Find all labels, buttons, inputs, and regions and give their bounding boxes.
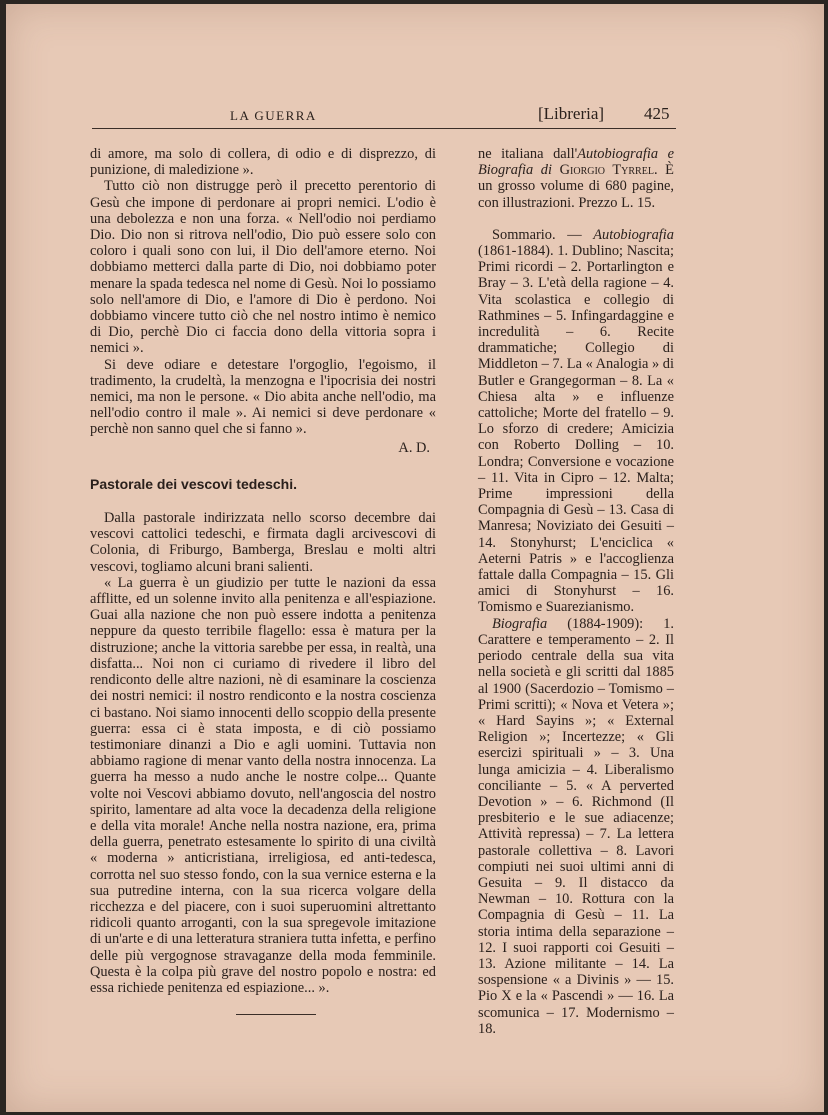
paragraph: Si deve odiare e detestare l'orgoglio, l'egoismo, il tradimento, la crudeltà, la menzogna e l'ipocrisia dei nostri nemici, ma non le persone. « Dio abita anche nell'odio, ma nell'odio contro il male ». Ai nemici si deve perdonare « perchè non sanno quel che si fanno ». <box>90 356 436 438</box>
autobiography-contents: (1861-1884). 1. Dublino; Nascita; Primi ricordi – 2. Portarlington e Bray – 3. L'età della ragione – 4. Vita scolastica e collegio di Rathmines – 5. Infingardaggine e incredulità – 6. Recite drammatiche; Collegio di Middleton – 7. La « Analogia » di Butler e Grangegorman – 8. La « Chiesa alta » e influenze cattoliche; Morte del fratello – 9. Lo sforzo di credere; Amicizia con Roberto Dolling – 10. Londra; Conversione e vocazione – 11. Vita in Cipro – 12. Malta; Prime impressioni della Compagnia di Gesù – 13. Casa di Manresa; Noviziato dei Gesuiti – 14. Stonyhurst; L'enciclica « Aeterni Patris » e l'accoglienza fattale dalla Compagnia – 15. Gli amici di Stonyhurst – 16. Tomismo e Suarezianismo. <box>478 243 674 616</box>
end-rule <box>236 1014 316 1015</box>
autobiography-title: Autobiografia <box>593 226 674 243</box>
page-number: 425 <box>644 104 670 123</box>
spacer <box>478 211 674 227</box>
summary-biography <box>478 616 674 1037</box>
summary-prefix: Sommario. — <box>492 226 594 243</box>
book-intro <box>478 146 674 211</box>
running-title: LA GUERRA <box>230 108 317 123</box>
author-signature: A. D. <box>398 439 430 456</box>
book-title: Autobiografia e Biografia di <box>478 146 674 179</box>
paragraph: di amore, ma solo di collera, di odio e di disprezzo, di punizione, di maledizione ». <box>90 146 436 179</box>
summary-autobiography <box>478 227 674 616</box>
book-author: Giorgio Tyrrel. <box>559 162 658 179</box>
header-rule <box>92 128 676 129</box>
biography-title: Biografia <box>492 615 548 632</box>
left-column <box>90 146 436 1015</box>
biography-contents: (1884-1909): 1. Carattere e temperamento – 2. Il periodo centrale della sua vita nella società e gli scritti dal 1885 al 1900 (Sacerdozio – Tomismo – Primi scritti); « Nova et Vetera »; « Hard Sayins »; « External Religion »; Incertezze; « Gli esercizi spirituali » – 3. Una lunga amicizia – 4. Liberalismo conciliante – 5. « A perverted Devotion » – 6. Richmond (Il presbiterio e le sue adiacenze; Attività repressa) – 7. La lettera pastorale collettiva – 8. Lavori compiuti nei suoi ultimi anni di Gesuita – 9. Il distacco da Newman – 10. Rottura con la Compagnia di Gesù – 11. La storia intima della separazione – 12. I suoi rapporti coi Gesuiti – 13. Azione militante – 14. La sospensione « a Divinis » — 15. Pio X e la « Pascendi » — 16. La scomunica – 17. Modernismo – 18. <box>478 615 674 1037</box>
paragraph: Dalla pastorale indirizzata nello scorso decembre dai vescovi cattolici tedeschi, e firmata dagli arcivescovi di Colonia, di Friburgo, Bamberga, Breslau e molti altri vescovi, togliamo alcuni brani salienti. <box>90 510 436 575</box>
right-column <box>478 146 674 1037</box>
paragraph: Tutto ciò non distrugge però il precetto perentorio di Gesù che impone di perdonare ai propri nemici. L'odio è una debolezza e non una forza. « Nell'odio noi perdiamo Dio. Dio non si ritrova nell'odio, Dio può essere solo con coloro i quali sono con lui, il Dio dell'amore eterno. Noi dobbiamo metterci dalla parte di Dio, noi dobbiamo poter menare la spada tedesca nel nome di Gesù. Noi lo possiamo solo nell'amore di Dio, e l'amore di Dio è perdono. Noi dobbiamo vincere tutto ciò che nel nostro intimo è nemico di Dio, perchè Dio ci faccia dono della vittoria sopra i nemici ». <box>90 178 436 357</box>
book-page <box>6 4 824 1112</box>
intro-suffix: È un grosso volume di 680 pagine, con illustrazioni. Prezzo L. 15. <box>478 162 674 211</box>
section-heading: Pastorale dei vescovi tedeschi. <box>90 475 297 492</box>
intro-prefix: ne italiana dall' <box>478 146 578 162</box>
paragraph: « La guerra è un giudizio per tutte le nazioni da essa afflitte, ed un solenne invito alla penitenza e all'espiazione. Guai alla nazione che non può essere indotta a penitenza neppure da questo terribile flagello: essa è matura per la distruzione; anche la vittoria sarebbe per essa, in realtà, una disfatta... Noi non ci curiamo di rivedere il libro del rendiconto delle altre nazioni, nè di esaminare la coscienza dei nostri nemici: il nostro rendiconto e la nostra coscienza ci bastano. Noi siamo innocenti dello scoppio della presente guerra: essa ci è stata imposta, e di ciò possiamo testimoniare dinanzi a Dio e agli uomini. Tuttavia non abbiamo ragione di menar vanto della nostra innocenza. La guerra ha messo a nudo anche le nostre colpe... Quante volte noi Vescovi abbiamo dovuto, nell'angoscia del nostro spirito, lamentare ad alta voce la decadenza della religione e della vita morale! Anche nella nostra nazione, era, prima della guerra, penetrato estesamente lo spirito di una civiltà « moderna » anticristiana, irreligiosa, ed anti-tedesca, corrotta nel suo stesso fondo, con la sua vernice esterna e la sua putredine interna, con la sua ricerca volgare della ricchezza e del piacere, con i suoi superuomini altrettanto ridicoli quanto arroganti, con la sua spregevole imitazione di un'arte e di una letteratura straniera tutta infetta, e perfino delle più vergognose stravaganze della moda femminile. Questa è la colpa più grave del nostro popolo e nostra: ed essa richiede penitenza ed espiazione... ». <box>90 574 436 996</box>
section-label: [Libreria] <box>538 104 605 123</box>
